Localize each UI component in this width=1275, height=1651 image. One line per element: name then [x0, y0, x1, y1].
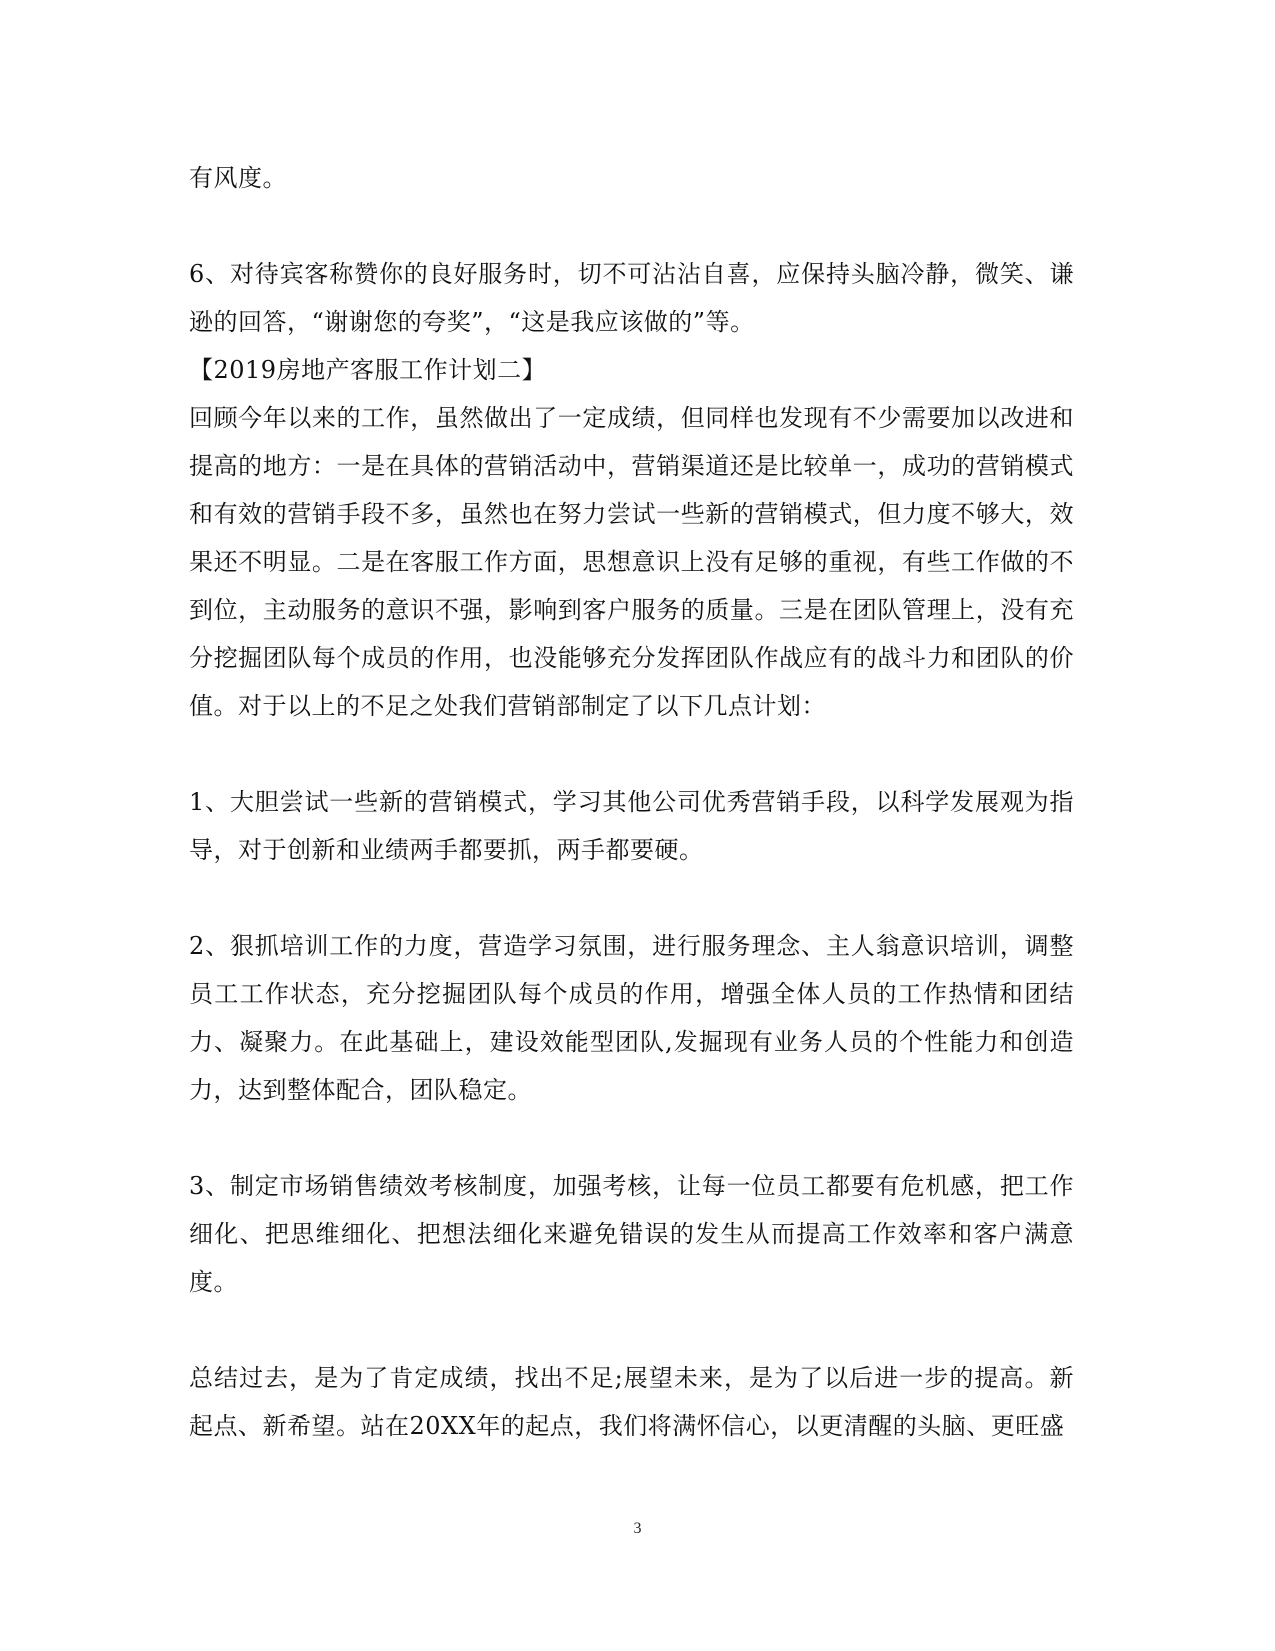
paragraph-summary: 总结过去，是为了肯定成绩，找出不足;展望未来，是为了以后进一步的提高。新起点、新希望。站在20XX年的起点，我们将满怀信心，以更清醒的头脑、更旺盛: [189, 1364, 1074, 1440]
paragraph-item-6: 6、对待宾客称赞你的良好服务时，切不可沾沾自喜，应保持头脑冷静，微笑、谦逊的回答，“谢谢您的夸奖”，“这是我应该做的”等。: [189, 260, 1074, 336]
paragraph-plan-1: 1、大胆尝试一些新的营销模式，学习其他公司优秀营销手段，以科学发展观为指导，对于创新和业绩两手都要抓，两手都要硬。: [189, 788, 1074, 864]
paragraph-gap: [189, 730, 1074, 778]
paragraph-plan-3: 3、制定市场销售绩效考核制度，加强考核，让每一位员工都要有危机感，把工作细化、把思维细化、把想法细化来避免错误的发生从而提高工作效率和客户满意度。: [189, 1172, 1074, 1296]
paragraph-review: 回顾今年以来的工作，虽然做出了一定成绩，但同样也发现有不少需要加以改进和提高的地方：一是在具体的营销活动中，营销渠道还是比较单一，成功的营销模式和有效的营销手段不多，虽然也在努力尝试一些新的营销模式，但力度不够大，效果还不明显。二是在客服工作方面，思想意识上没有足够的重视，有些工作做的不到位，主动服务的意识不强，影响到客户服务的质量。三是在团队管理上，没有充分挖掘团队每个成员的作用，也没能够充分发挥团队作战应有的战斗力和团队的价值。对于以上的不足之处我们营销部制定了以下几点计划：: [189, 404, 1074, 720]
paragraph-gap: [189, 874, 1074, 922]
document-body: [189, 154, 1074, 1450]
paragraph-gap: [189, 1306, 1074, 1354]
paragraph-continuation: 有风度。: [189, 164, 287, 192]
section-heading: 【2019房地产客服工作计划二】: [189, 356, 547, 384]
paragraph-gap: [189, 1114, 1074, 1162]
paragraph-gap: [189, 202, 1074, 250]
page-number: 3: [633, 1520, 642, 1537]
paragraph-plan-2: 2、狠抓培训工作的力度，营造学习氛围，进行服务理念、主人翁意识培训，调整员工工作状态，充分挖掘团队每个成员的作用，增强全体人员的工作热情和团结力、凝聚力。在此基础上，建设效能型团队,发掘现有业务人员的个性能力和创造力，达到整体配合，团队稳定。: [189, 932, 1074, 1104]
